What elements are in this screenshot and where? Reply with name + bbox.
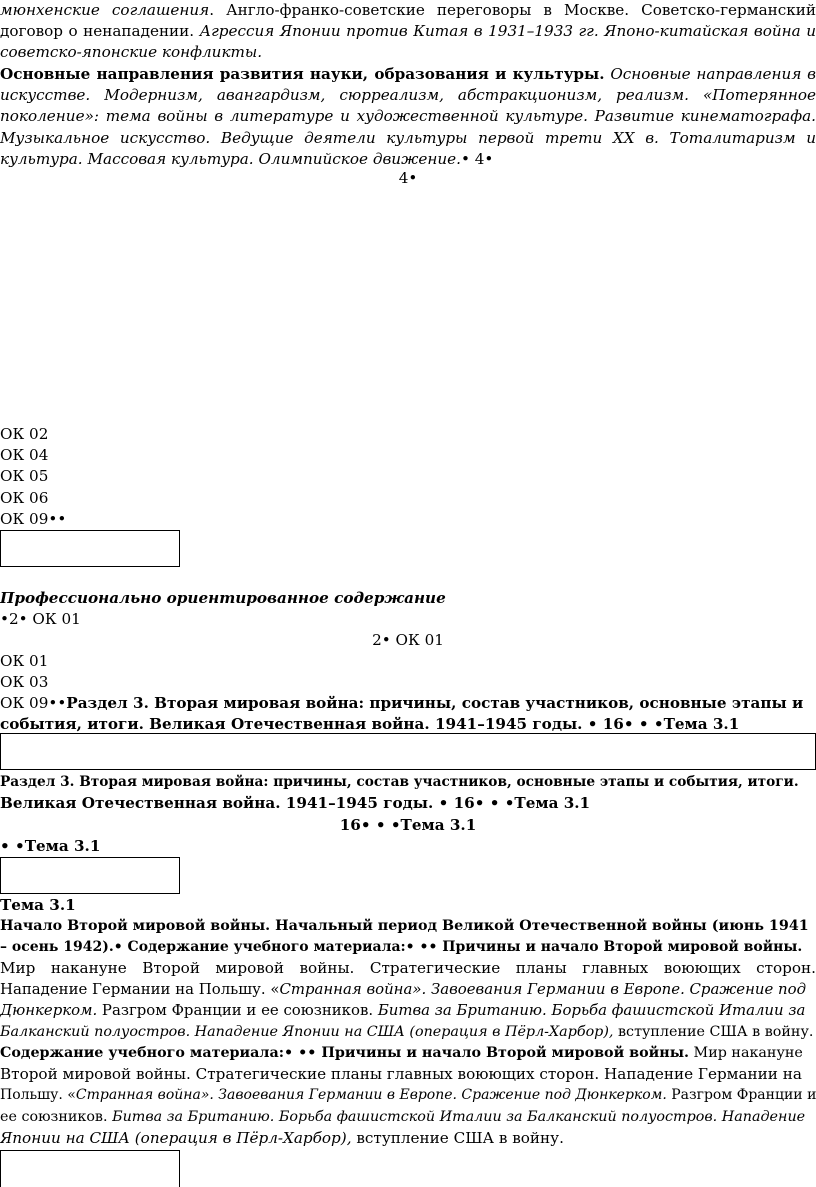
empty-cell-box xyxy=(0,530,180,567)
hours-center: 16• • •Тема 3.1 xyxy=(339,816,477,834)
section3-inline xyxy=(0,693,816,735)
competency-item: ОК 09•• xyxy=(0,509,67,528)
paragraph-culture xyxy=(0,64,816,170)
content-paragraph-1 xyxy=(0,958,816,1043)
content-text: Мир накануне xyxy=(689,1045,803,1061)
competency-item: ОК 01 xyxy=(0,652,49,670)
competency-item: ОК 06 xyxy=(0,488,49,507)
content-line: Мир накануне Второй мировой войны. Стратегические планы главных воюющих сторон. xyxy=(0,959,816,977)
culture-text: Основные направления в искусстве. Модернизм, авангардизм, сюрреализм, абстракционизм, реализм. «Потерянное поколение»: тема войны в литературе и художественной культуре. Развитие кинематографа. Музыкальное искусство. Ведущие деятели культуры первой трети XX в. Тоталитаризм и культура. Массовая культура. Олимпийское движение. xyxy=(0,65,816,168)
tema-heading: Тема 3.1 xyxy=(0,896,76,914)
topic-line: Начало Второй мировой войны. Начальный период Великой Отечественной войны (июнь 1941 xyxy=(0,918,809,934)
section3-title-part: события, итоги. Великая Отечественная война. 1941–1945 годы. • 16• • •Тема 3.1 xyxy=(0,715,740,734)
culture-heading: Основные направления развития науки, образования и культуры. xyxy=(0,65,605,83)
content-text-italic: Странная война». Завоевания Германии в Европе. Сражение под Дюнкерком. xyxy=(75,1087,667,1104)
professional-hours: •2• ОК 01 xyxy=(0,610,81,628)
section3-line: Великая Отечественная война. 1941–1945 годы. • 16• • •Тема 3.1 xyxy=(0,794,591,813)
content-text: ее союзников. xyxy=(0,1108,113,1125)
content-text-italic: Балканский полуостров. Нападение Японии на США (операция в Пёрл-Харбор), xyxy=(0,1023,614,1040)
competency-item: ОК 03 xyxy=(0,673,49,692)
section3-title-part: Раздел 3. Вторая мировая война: причины, состав участников, основные этапы и xyxy=(66,694,804,712)
content-text-italic: Дюнкерком. xyxy=(0,1001,98,1020)
content-text: вступление США в войну. xyxy=(613,1023,814,1040)
topic-title xyxy=(0,916,816,958)
content-text-italic: Битва за Британию. Борьба фашистской Италии за xyxy=(377,1001,806,1020)
text-regular: . Англо-франко-советские переговоры в Москве. Советско-германский договор о ненападении. xyxy=(0,1,816,41)
content-text: Нападение Германии на Польшу. « xyxy=(0,980,280,999)
competency-item: ОК 05 xyxy=(0,467,49,486)
text-italic: мюнхенские соглашения xyxy=(0,1,210,19)
competency-list xyxy=(0,424,816,530)
text-italic: Агрессия Японии против Китая в 1931–1933 гг. Японо-китайская война и советско-японские конфликты. xyxy=(0,22,816,62)
empty-cell-box-wide xyxy=(0,733,816,770)
competency-list-2 xyxy=(0,651,816,693)
section3-line: Раздел 3. Вторая мировая война: причины, состав участников, основные этапы и события, итоги. xyxy=(0,774,799,790)
content-text-italic: Битва за Британию. Борьба фашистской Италии за Балканский полуостров. Нападение xyxy=(112,1108,806,1125)
section3-heading xyxy=(0,772,816,814)
competency-item: ОК 09•• xyxy=(0,694,67,712)
content-text: Польшу. « xyxy=(0,1087,76,1104)
competency-item: ОК 04 xyxy=(0,446,49,465)
paragraph-munich xyxy=(0,0,816,64)
empty-cell-box xyxy=(0,1150,180,1187)
content-text-italic: Странная война». Завоевания Германии в Европе. Сражение под xyxy=(279,980,807,999)
content-heading: Содержание учебного материала:• •• Причины и начало Второй мировой войны. xyxy=(0,1045,690,1061)
tema-marker: • •Тема 3.1 xyxy=(0,837,101,855)
hours-marker: • 4• xyxy=(460,149,494,168)
topic-line: – осень 1942).• Содержание учебного материала:• •• Причины и начало Второй мировой войны. xyxy=(0,939,803,956)
content-paragraph-2 xyxy=(0,1043,816,1149)
hours-center: 2• ОК 01 xyxy=(372,631,444,649)
empty-cell-box xyxy=(0,857,180,894)
competency-item: ОК 02 xyxy=(0,425,49,443)
content-text: вступление США в войну. xyxy=(351,1128,564,1147)
content-line: Второй мировой войны. Стратегические планы главных воюющих сторон. Нападение Германии на xyxy=(0,1065,802,1084)
content-text: Разгром Франции и ее союзников. xyxy=(97,1001,378,1020)
content-text-italic: Японии на США (операция в Пёрл-Харбор), xyxy=(0,1128,352,1147)
hours-center: 4• xyxy=(398,169,418,187)
content-text: Разгром Франции и xyxy=(666,1087,816,1104)
professional-heading: Профессионально ориентированное содержание xyxy=(0,589,446,607)
